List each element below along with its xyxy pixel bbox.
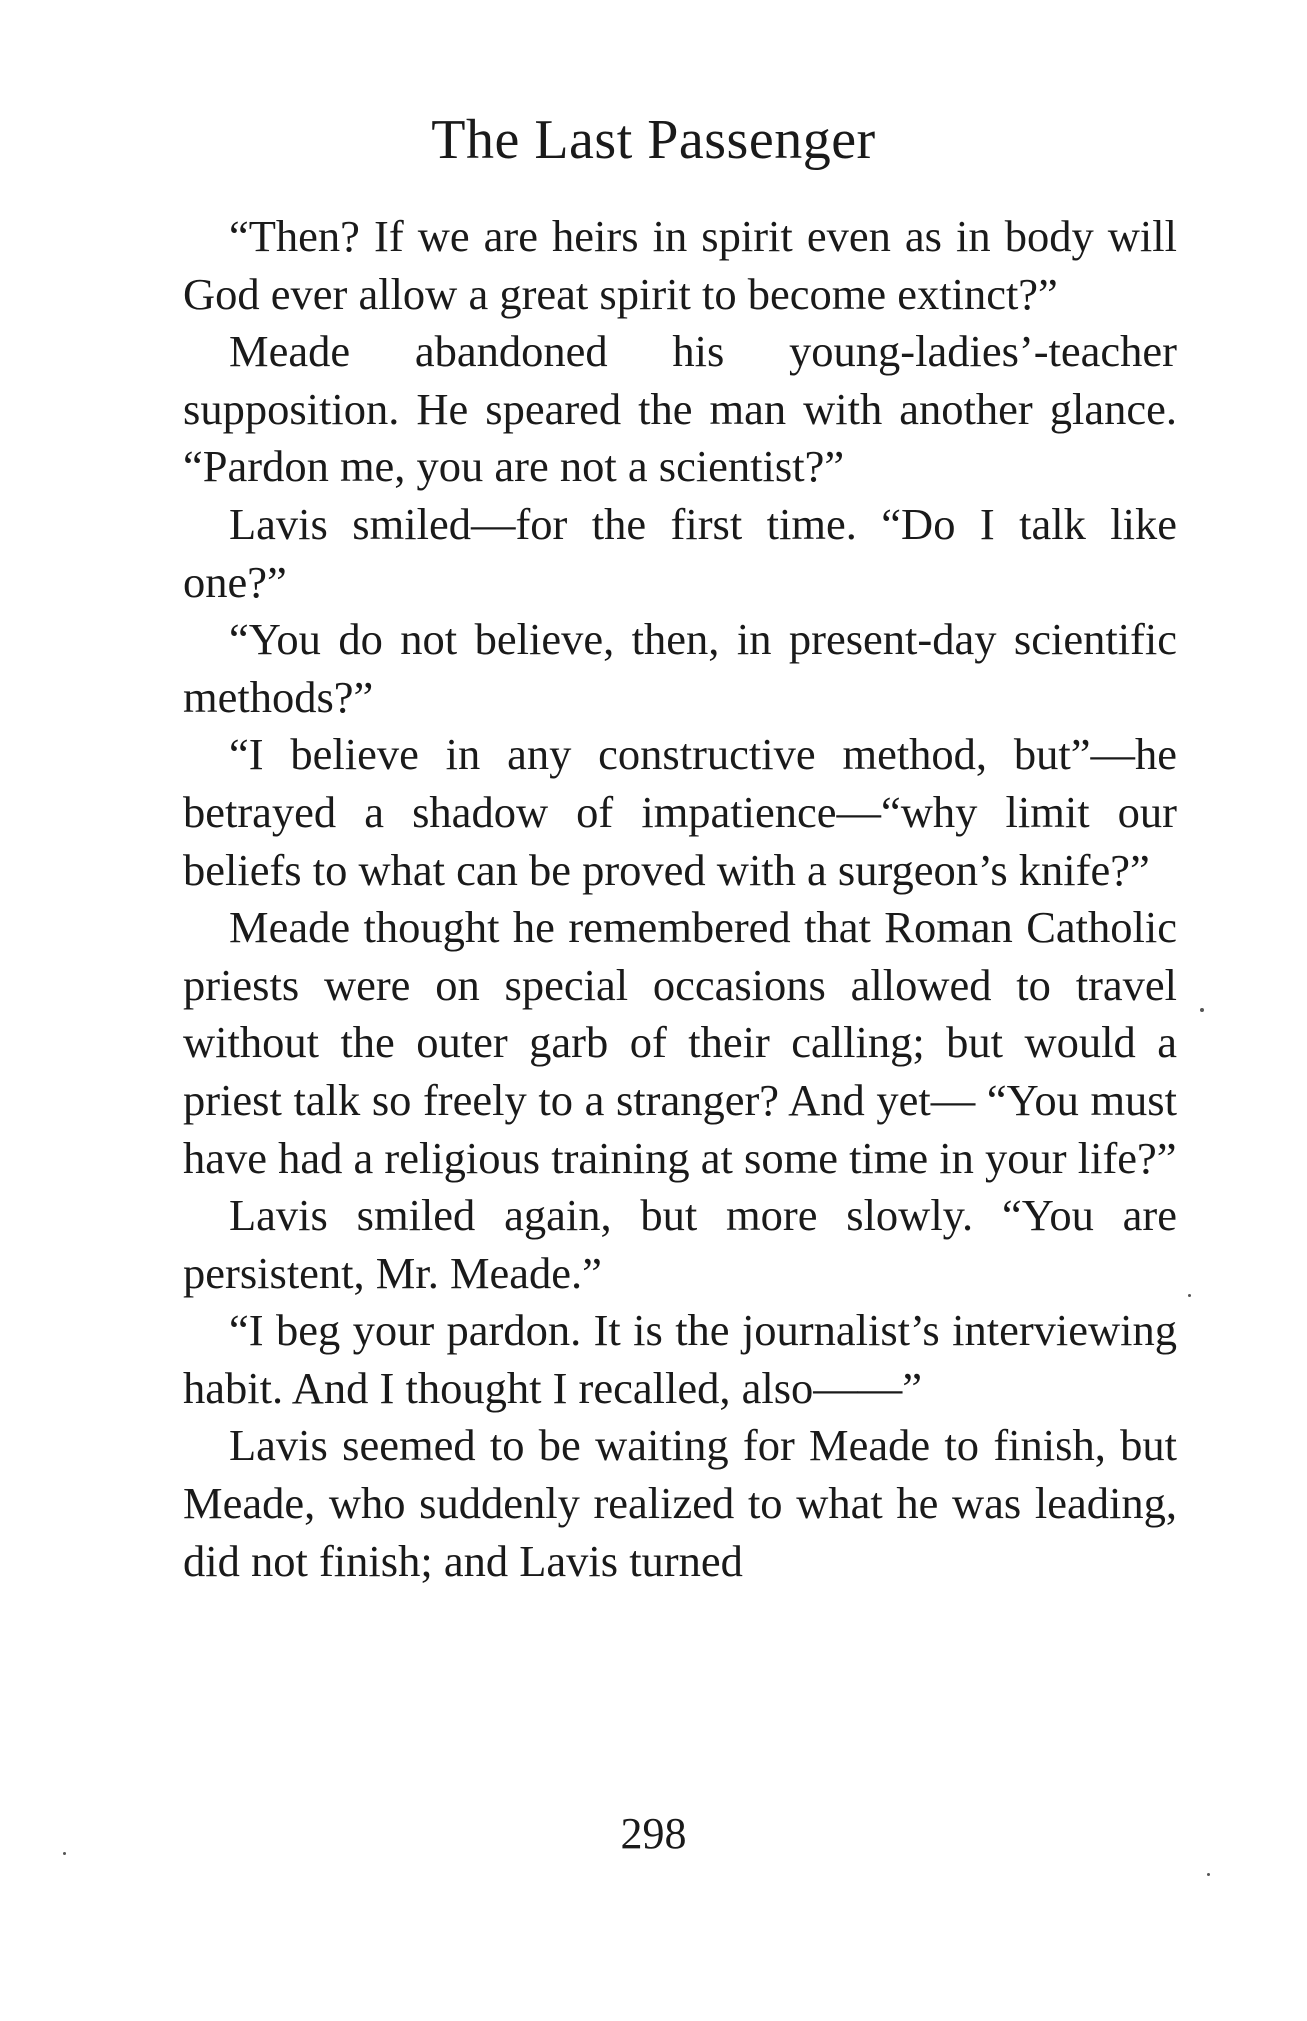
running-head: The Last Passenger xyxy=(431,109,876,171)
scan-speck xyxy=(1207,1873,1210,1876)
scan-speck xyxy=(1200,1008,1204,1012)
paragraph: Lavis seemed to be waiting for Meade to finish, but Meade, who suddenly realized to what he was leading, did not finish; and Lavis turned xyxy=(183,1420,1177,1586)
paragraph: Lavis smiled again, but more slowly. “You are persistent, Mr. Meade.” xyxy=(183,1190,1177,1298)
paragraph: “Then? If we are heirs in spirit even as in body will God ever allow a great spirit to become extinct?” xyxy=(183,211,1177,319)
paragraph: “I beg your pardon. It is the journalist’s interviewing habit. And I thought I recalled, also——” xyxy=(183,1305,1177,1413)
paragraph: “I believe in any constructive method, but”—he betrayed a shadow of impatience—“why limit our beliefs to what can be proved with a surgeon’s knife?” xyxy=(183,729,1177,895)
paragraph: Meade abandoned his young-ladies’-teacher supposition. He speared the man with another glance. “Pardon me, you are not a scientist?” xyxy=(183,326,1177,492)
body-text xyxy=(183,208,1177,1590)
scan-speck xyxy=(63,1852,66,1855)
scan-speck xyxy=(1188,1294,1191,1297)
paragraph: Meade thought he remembered that Roman Catholic priests were on special occasions allowed to travel without the outer garb of their calling; but would a priest talk so freely to a stranger? And yet— “You must have had a religious training at some time in your life?” xyxy=(183,902,1177,1183)
page-number: 298 xyxy=(620,1809,687,1858)
paragraph: Lavis smiled—for the first time. “Do I talk like one?” xyxy=(183,498,1177,607)
paragraph: “You do not believe, then, in present-day scientific methods?” xyxy=(183,614,1177,722)
